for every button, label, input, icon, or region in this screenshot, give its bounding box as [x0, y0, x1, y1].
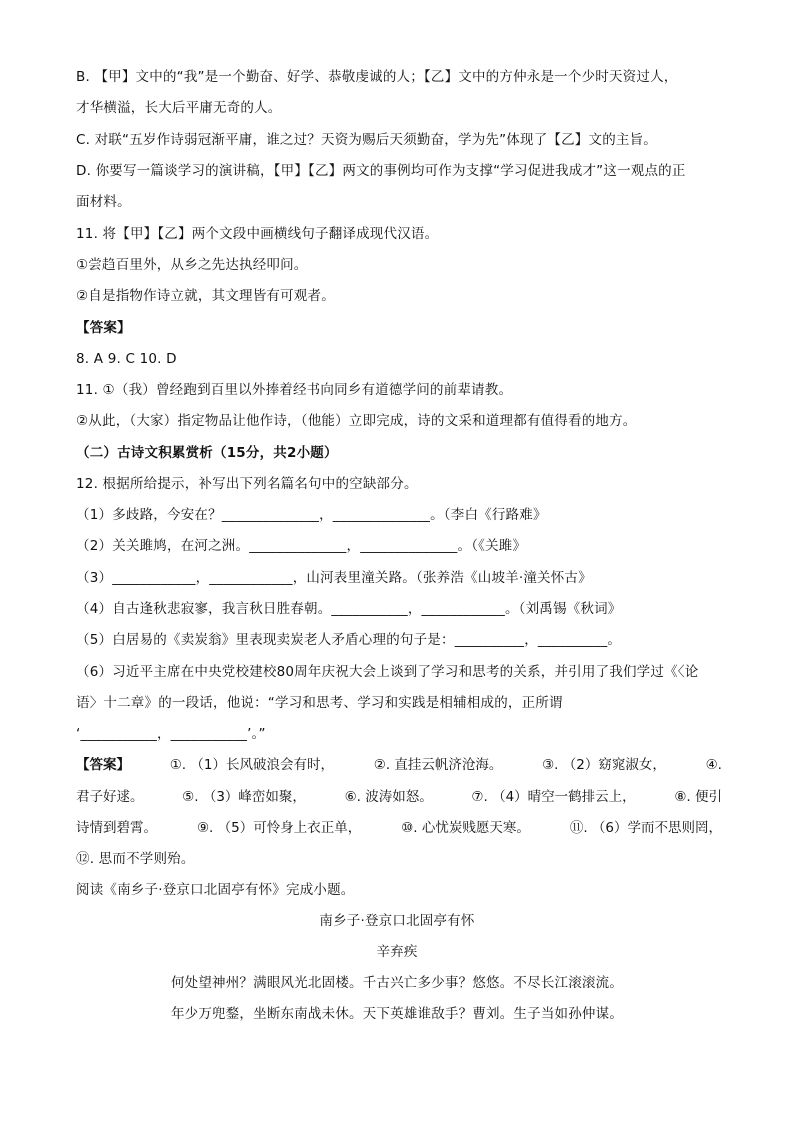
poem-author: 辛弃疾 — [376, 944, 418, 960]
answer-item: ⑤. （3）峰峦如聚， — [182, 789, 306, 805]
question-11: 11. 将【甲】【乙】两个文段中画横线句子翻译成现代汉语。 — [76, 226, 439, 242]
answer-label: 【答案】 — [76, 757, 130, 773]
answer-item: ⑩. 心忧炭贱愿天寒。 — [401, 820, 530, 836]
answer-row-1 — [76, 755, 722, 775]
question-12-item-4: （4）自古逢秋悲寂寥，我言秋日胜春朝。___________，____________。（刘禹锡《秋词》 — [76, 601, 622, 617]
answer-row-2 — [76, 787, 722, 807]
reading-instruction: 阅读《南乡子·登京口北固亭有怀》完成小题。 — [76, 882, 355, 898]
poem-line-1: 何处望神州？满眼风光北固楼。千古兴亡多少事？悠悠。不尽长江滚滚流。 — [170, 975, 624, 991]
answer-item: ⑦. （4）晴空一鹤排云上， — [471, 789, 636, 805]
answer-item: ③. （2）窈窕淑女， — [542, 757, 666, 773]
option-d-line-1: D. 你要写一篇谈学习的演讲稿，【甲】【乙】两文的事例均可作为支撑“学习促进我成才”这一观点的正 — [76, 163, 686, 179]
section-heading: （二）古诗文积累赏析（15分，共2小题） — [76, 445, 338, 461]
answer-row-3 — [76, 818, 722, 838]
answer-item: ⑥. 波涛如怒。 — [344, 789, 433, 805]
answer-row-4: ⑫. 思而不学则殆。 — [76, 851, 195, 867]
answer-item: ⑪. （6）学而不思则罔， — [569, 820, 722, 836]
poem-line-2: 年少万兜鍪，坐断东南战未休。天下英雄谁敌手？曹刘。生子当如孙仲谋。 — [170, 1006, 624, 1022]
answer-item: 君子好逑。 — [76, 789, 144, 805]
answer-11-2: ②从此，（大家）指定物品让他作诗，（他能）立即完成，诗的文采和道理都有值得看的地方。 — [76, 413, 637, 429]
poem-title: 南乡子·登京口北固亭有怀 — [319, 913, 475, 929]
answer-item: ②. 直挂云帆济沧海。 — [373, 757, 503, 773]
question-11-sentence-2: ②自是指物作诗立就，其文理皆有可观者。 — [76, 288, 335, 304]
question-12-item-6-line-3: ‘___________，___________’。” — [76, 726, 266, 742]
question-12-item-5: （5）白居易的《卖炭翁》里表现卖炭老人矛盾心理的句子是：__________，__________。 — [76, 632, 622, 648]
option-b-line-2: 才华横溢，长大后平庸无奇的人。 — [76, 100, 282, 116]
question-12: 12. 根据所给提示，补写出下列名篇名句中的空缺部分。 — [76, 476, 418, 492]
option-c: C. 对联“五岁作诗弱冠渐平庸，谁之过？天资为赐后天须勤奋，学为先”体现了【乙】文的主旨。 — [76, 132, 657, 148]
answer-item: ④. — [705, 757, 722, 773]
answer-item: ⑨. （5）可怜身上衣正单， — [196, 820, 362, 836]
question-12-item-1: （1）多歧路，今安在？______________，______________。（李白《行路难》 — [76, 507, 547, 523]
answer-item: ⑧. 便引 — [674, 789, 722, 805]
answer-item: ①. （1）长风破浪会有时， — [169, 757, 334, 773]
answer-11-1: 11. ①（我）曾经跑到百里以外捧着经书向同乡有道德学问的前辈请教。 — [76, 382, 513, 398]
option-b-line-1: B. 【甲】文中的“我”是一个勤奋、好学、恭敬虔诚的人；【乙】文中的方仲永是一个少时天资过人， — [76, 69, 678, 85]
answer-item: 诗情到碧霄。 — [76, 820, 157, 836]
question-12-item-6-line-1: （6）习近平主席在中央党校建校80周年庆祝大会上谈到了学习和思考的关系，并引用了我们学过《〈论 — [76, 664, 699, 680]
answers-8-10: 8. A 9. C 10. D — [76, 351, 177, 367]
option-d-line-2: 面材料。 — [76, 194, 131, 210]
question-12-item-3: （3）____________，____________，山河表里潼关路。（张养浩《山坡羊·潼关怀古》 — [76, 570, 592, 586]
answer-heading: 【答案】 — [76, 320, 131, 336]
question-12-item-6-line-2: 语〉十二章》的一段话，他说：“学习和思考、学习和实践是相辅相成的，正所谓 — [76, 695, 563, 711]
question-12-item-2: （2）关关雎鸠，在河之洲。______________，______________。（《关雎》 — [76, 538, 527, 554]
question-11-sentence-1: ①尝趋百里外，从乡之先达执经叩问。 — [76, 257, 308, 273]
